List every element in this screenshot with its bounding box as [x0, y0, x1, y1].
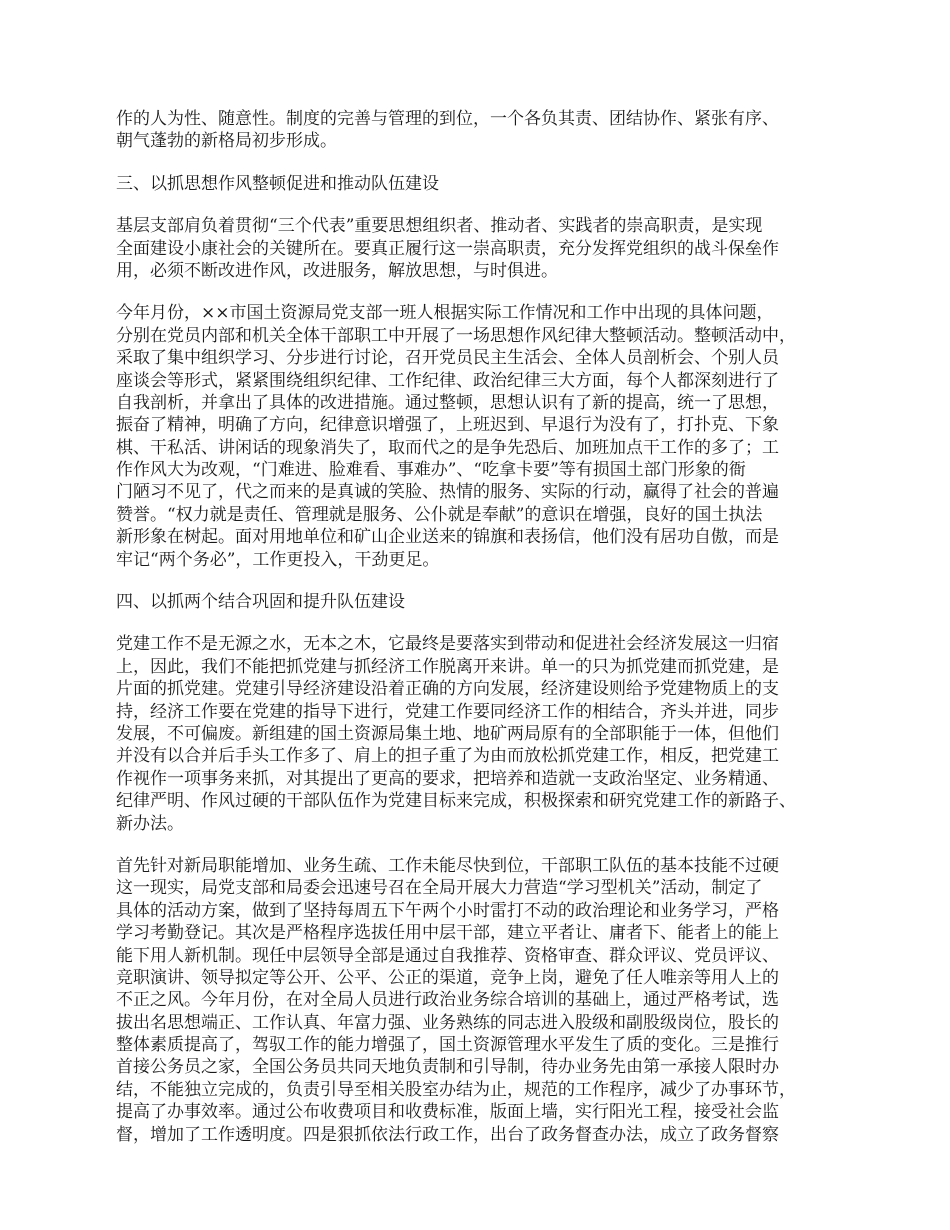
paragraph-3 — [116, 302, 836, 571]
heading-text: 四、以抓两个结合巩固和提升队伍建设 — [116, 592, 405, 613]
text-line: 竞职演讲、领导拟定等公开、公平、公正的渠道，竞争上岗，避免了任人唯亲等用人上的 — [116, 967, 779, 988]
text-line: 并没有以合并后手头工作多了、肩上的担子重了为由而放松抓党建工作，相反，把党建工 — [116, 746, 779, 767]
text-line: 朝气蓬勃的新格局初步形成。 — [116, 131, 337, 152]
text-line: 分别在党员内部和机关全体干部职工中开展了一场思想作风纪律大整顿活动。整顿活动中， — [116, 325, 796, 346]
text-line: 具体的活动方案，做到了坚持每周五下午两个小时雷打不动的政治理论和业务学习，严格 — [116, 900, 779, 921]
text-line: 赞誉。“权力就是责任、管理就是服务、公仆就是奉献”的意识在增强，良好的国土执法 — [116, 504, 763, 525]
paragraph-1 — [116, 108, 836, 153]
text-line: 门陋习不见了，代之而来的是真诚的笑脸、热情的服务、实际的行动，赢得了社会的普遍 — [116, 482, 779, 503]
text-line: 首先针对新局职能增加、业务生疏、工作未能尽快到位，干部职工队伍的基本技能不过硬 — [116, 855, 779, 876]
text-line: 座谈会等形式，紧紧围绕组织纪律、工作纪律、政治纪律三大方面，每个人都深刻进行了 — [116, 370, 779, 391]
text-line: 作视作一项事务来抓，对其提出了更高的要求，把培养和造就一支政治坚定、业务精通、 — [116, 768, 779, 789]
text-line: 上，因此，我们不能把抓党建与抓经济工作脱离开来讲。单一的只为抓党建而抓党建，是 — [116, 656, 779, 677]
paragraph-4 — [116, 633, 836, 835]
text-line: 基层支部肩负着贯彻“三个代表”重要思想组织者、推动者、实践者的崇高职责，是实现 — [116, 216, 763, 237]
text-line: 作的人为性、随意性。制度的完善与管理的到位，一个各负其责、团结协作、紧张有序、 — [116, 109, 779, 129]
text-line: 首接公务员之家，全国公务员共同天地负责制和引导制，待办业务先由第一承接人限时办 — [116, 1057, 779, 1078]
text-line: 采取了集中组织学习、分步进行讨论，召开党员民主生活会、全体人员剖析会、个别人员 — [116, 348, 779, 369]
text-line: 能下用人新机制。现任中层领导全部是通过自我推荐、资格审查、群众评议、党员评议、 — [116, 945, 779, 966]
text-line: 全面建设小康社会的关键所在。要真正履行这一崇高职责，充分发挥党组织的战斗保垒作 — [116, 238, 779, 259]
section-heading-3 — [116, 173, 836, 195]
paragraph-5 — [116, 855, 836, 1146]
text-line: 自我剖析，并拿出了具体的改进措施。通过整顿，思想认识有了新的提高，统一了思想， — [116, 392, 779, 413]
text-line: 发展，不可偏废。新组建的国土资源局集土地、地矿两局原有的全部职能于一体，但他们 — [116, 723, 779, 744]
text-line: 牢记“两个务必”，工作更投入，干劲更足。 — [116, 549, 440, 570]
text-line: 提高了办事效率。通过公布收费项目和收费标准，版面上墙，实行阳光工程，接受社会监 — [116, 1102, 779, 1123]
text-line: 新形象在树起。面对用地单位和矿山企业送来的锦旗和表扬信，他们没有居功自傲，而是 — [116, 527, 779, 548]
section-heading-4 — [116, 591, 836, 613]
paragraph-2 — [116, 215, 836, 282]
text-line: 纪律严明、作风过硬的干部队伍作为党建目标来完成，积极探索和研究党建工作的新路子、 — [116, 791, 796, 812]
text-line: 整体素质提高了，驾驭工作的能力增强了，国土资源管理水平发生了质的变化。三是推行 — [116, 1035, 779, 1056]
text-line: 督，增加了工作透明度。四是狠抓依法行政工作，出台了政务督查办法，成立了政务督察 — [116, 1124, 779, 1145]
text-line: 用，必须不断改进作风，改进服务，解放思想，与时俱进。 — [116, 260, 558, 281]
text-line: 作作风大为改观，“门难进、脸难看、事难办”、“吃拿卡要”等有损国土部门形象的衙 — [116, 460, 746, 481]
heading-text: 三、以抓思想作风整顿促进和推动队伍建设 — [116, 173, 439, 194]
text-line: 今年月份，××市国土资源局党支部一班人根据实际工作情况和工作中出现的具体问题， — [116, 303, 774, 324]
text-line: 党建工作不是无源之水，无本之木，它最终是要落实到带动和促进社会经济发展这一归宿 — [116, 634, 779, 655]
text-line: 持，经济工作要在党建的指导下进行，党建工作要同经济工作的相结合，齐头并进，同步 — [116, 701, 779, 722]
text-line: 结，不能独立完成的，负责引导至相关股室办结为止，规范的工作程序，减少了办事环节， — [116, 1079, 796, 1100]
text-line: 学习考勤登记。其次是严格程序选拔任用中层干部，建立平者让、庸者下、能者上的能上 — [116, 923, 779, 944]
text-line: 这一现实，局党支部和局委会迅速号召在全局开展大力营造“学习型机关”活动，制定了 — [116, 878, 763, 899]
text-line: 片面的抓党建。党建引导经济建设沿着正确的方向发展，经济建设则给予党建物质上的支 — [116, 679, 779, 700]
text-line: 不正之风。今年月份，在对全局人员进行政治业务综合培训的基础上，通过严格考试，选 — [116, 990, 779, 1011]
text-line: 拔出名思想端正、工作认真、年富力强、业务熟练的同志进入股级和副股级岗位，股长的 — [116, 1012, 779, 1033]
text-line: 棋、干私活、讲闲话的现象消失了，取而代之的是争先恐后、加班加点干工作的多了；工 — [116, 437, 779, 458]
text-line: 新办法。 — [116, 813, 184, 834]
text-line: 振奋了精神，明确了方向，纪律意识增强了，上班迟到、早退行为没有了，打扑克、下象 — [116, 415, 779, 436]
document-page — [116, 108, 836, 1146]
